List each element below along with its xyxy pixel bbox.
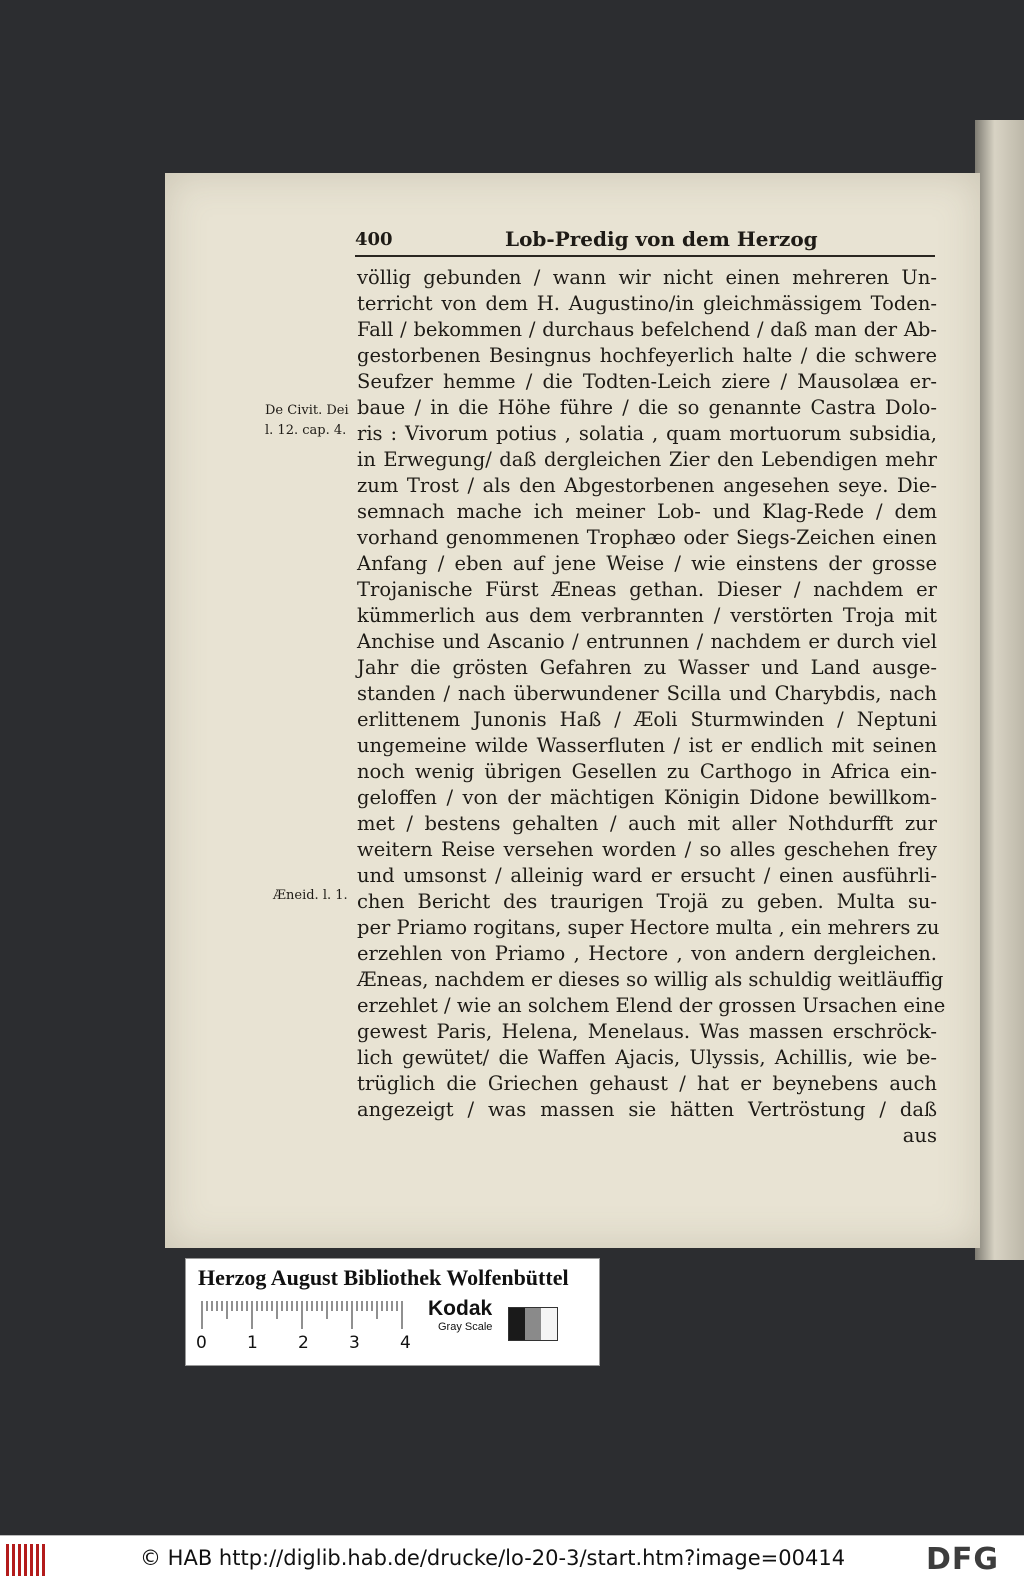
copyright-credit: © HAB http://diglib.hab.de/drucke/lo-20-3/start.htm?image=00414 <box>140 1546 846 1570</box>
text-line: standen / nach überwundener Scilla und Charybdis, nach <box>357 682 937 705</box>
text-line: weitern Reise versehen worden / so alles geschehen frey <box>357 838 937 861</box>
text-line: und umsonst / alleinig ward er ersucht / einen ausführli- <box>357 864 937 887</box>
running-head: Lob-Predig von dem Herzog <box>505 227 818 251</box>
text-line: kümmerlich aus dem verbrannten / verstörten Troja mit <box>357 604 937 627</box>
text-line: erzehlen von Priamo , Hectore , von andern dergleichen. <box>357 942 937 965</box>
text-line: Jahr die grösten Gefahren zu Wasser und Land ausge- <box>357 656 937 679</box>
facing-page-edge <box>975 120 1024 1260</box>
ruler-icon <box>200 1301 410 1331</box>
text-line: in Erwegung/ daß dergleichen Zier den Lebendigen mehr <box>357 448 937 471</box>
text-line: aus <box>902 1124 937 1147</box>
text-line: terricht von dem H. Augustino/in gleichmässigem Toden- <box>357 292 937 315</box>
hab-logo-icon <box>6 1544 48 1576</box>
text-line: Anfang / eben auf jene Weise / wie einstens der grosse <box>357 552 937 575</box>
text-line: zum Trost / als den Abgestorbenen angesehen seye. Die- <box>357 474 937 497</box>
margin-note: Æneid. l. 1. <box>273 888 348 903</box>
text-line: lich gewütet/ die Waffen Ajacis, Ulyssis, Achillis, wie be- <box>357 1046 937 1069</box>
text-line: gewest Paris, Helena, Menelaus. Was massen erschröck- <box>357 1020 937 1043</box>
gray-patch <box>541 1308 557 1340</box>
page-number: 400 <box>355 229 393 250</box>
ruler-label: 2 <box>298 1333 309 1353</box>
gray-scale-label: Gray Scale <box>438 1321 493 1333</box>
text-line: Seufzer hemme / die Todten-Leich ziere / Mausolæa er- <box>357 370 937 393</box>
text-line: met / bestens gehalten / auch mit aller Nothdurfft zur <box>357 812 937 835</box>
ruler-label: 0 <box>196 1333 207 1353</box>
text-line: Æneas, nachdem er dieses so willig als schuldig weitläuffig <box>357 968 944 991</box>
ruler-label: 4 <box>400 1333 411 1353</box>
text-line: noch wenig übrigen Gesellen zu Carthogo in Africa ein- <box>357 760 937 783</box>
text-line: ris : Vivorum potius , solatia , quam mortuorum subsidia, <box>357 422 937 445</box>
gray-patch <box>509 1308 525 1340</box>
text-line: geloffen / von der mächtigen Königin Didone bewillkom- <box>357 786 937 809</box>
body-text <box>357 265 946 1149</box>
text-line: chen Bericht des traurigen Trojä zu geben. Multa su- <box>357 890 937 913</box>
text-line: angezeigt / was massen sie hätten Vertröstung / daß <box>357 1098 937 1121</box>
library-name: Herzog August Bibliothek Wolfenbüttel <box>198 1265 569 1290</box>
ruler-labels <box>196 1333 436 1353</box>
book-page <box>165 173 980 1248</box>
color-scale-card <box>185 1258 600 1366</box>
text-line: erlittenem Junonis Haß / Æoli Sturmwinden / Neptuni <box>357 708 937 731</box>
text-line: trüglich die Griechen gehaust / hat er beynebens auch <box>357 1072 937 1095</box>
text-line: erzehlet / wie an solchem Elend der grossen Ursachen eine <box>357 994 946 1017</box>
gray-patches <box>508 1307 558 1341</box>
dfg-logo: DFG <box>926 1542 1000 1577</box>
ruler-label: 1 <box>247 1333 258 1353</box>
page-header <box>355 225 935 257</box>
text-line: baue / in die Höhe führe / die so genannte Castra Dolo- <box>357 396 937 419</box>
gray-patch <box>525 1308 541 1340</box>
text-line: ungemeine wilde Wasserfluten / ist er endlich mit seinen <box>357 734 937 757</box>
kodak-logo: Kodak <box>428 1297 493 1320</box>
footer-bar <box>0 1535 1024 1583</box>
text-line: Fall / bekommen / durchaus befelchend / daß man der Ab- <box>357 318 937 341</box>
text-line: völlig gebunden / wann wir nicht einen mehreren Un- <box>357 266 937 289</box>
ruler-label: 3 <box>349 1333 360 1353</box>
text-line: Trojanische Fürst Æneas gethan. Dieser / nachdem er <box>357 578 937 601</box>
text-line: semnach mache ich meiner Lob- und Klag-Rede / dem <box>357 500 937 523</box>
text-line: vorhand genommenen Trophæo oder Siegs-Zeichen einen <box>357 526 937 549</box>
text-line: per Priamo rogitans, super Hectore multa , ein mehrers zu <box>357 916 940 939</box>
margin-note: De Civit. Dei l. 12. cap. 4. <box>265 403 349 438</box>
text-line: gestorbenen Besingnus hochfeyerlich halte / die schwere <box>357 344 937 367</box>
text-line: Anchise und Ascanio / entrunnen / nachdem er durch viel <box>357 630 937 653</box>
